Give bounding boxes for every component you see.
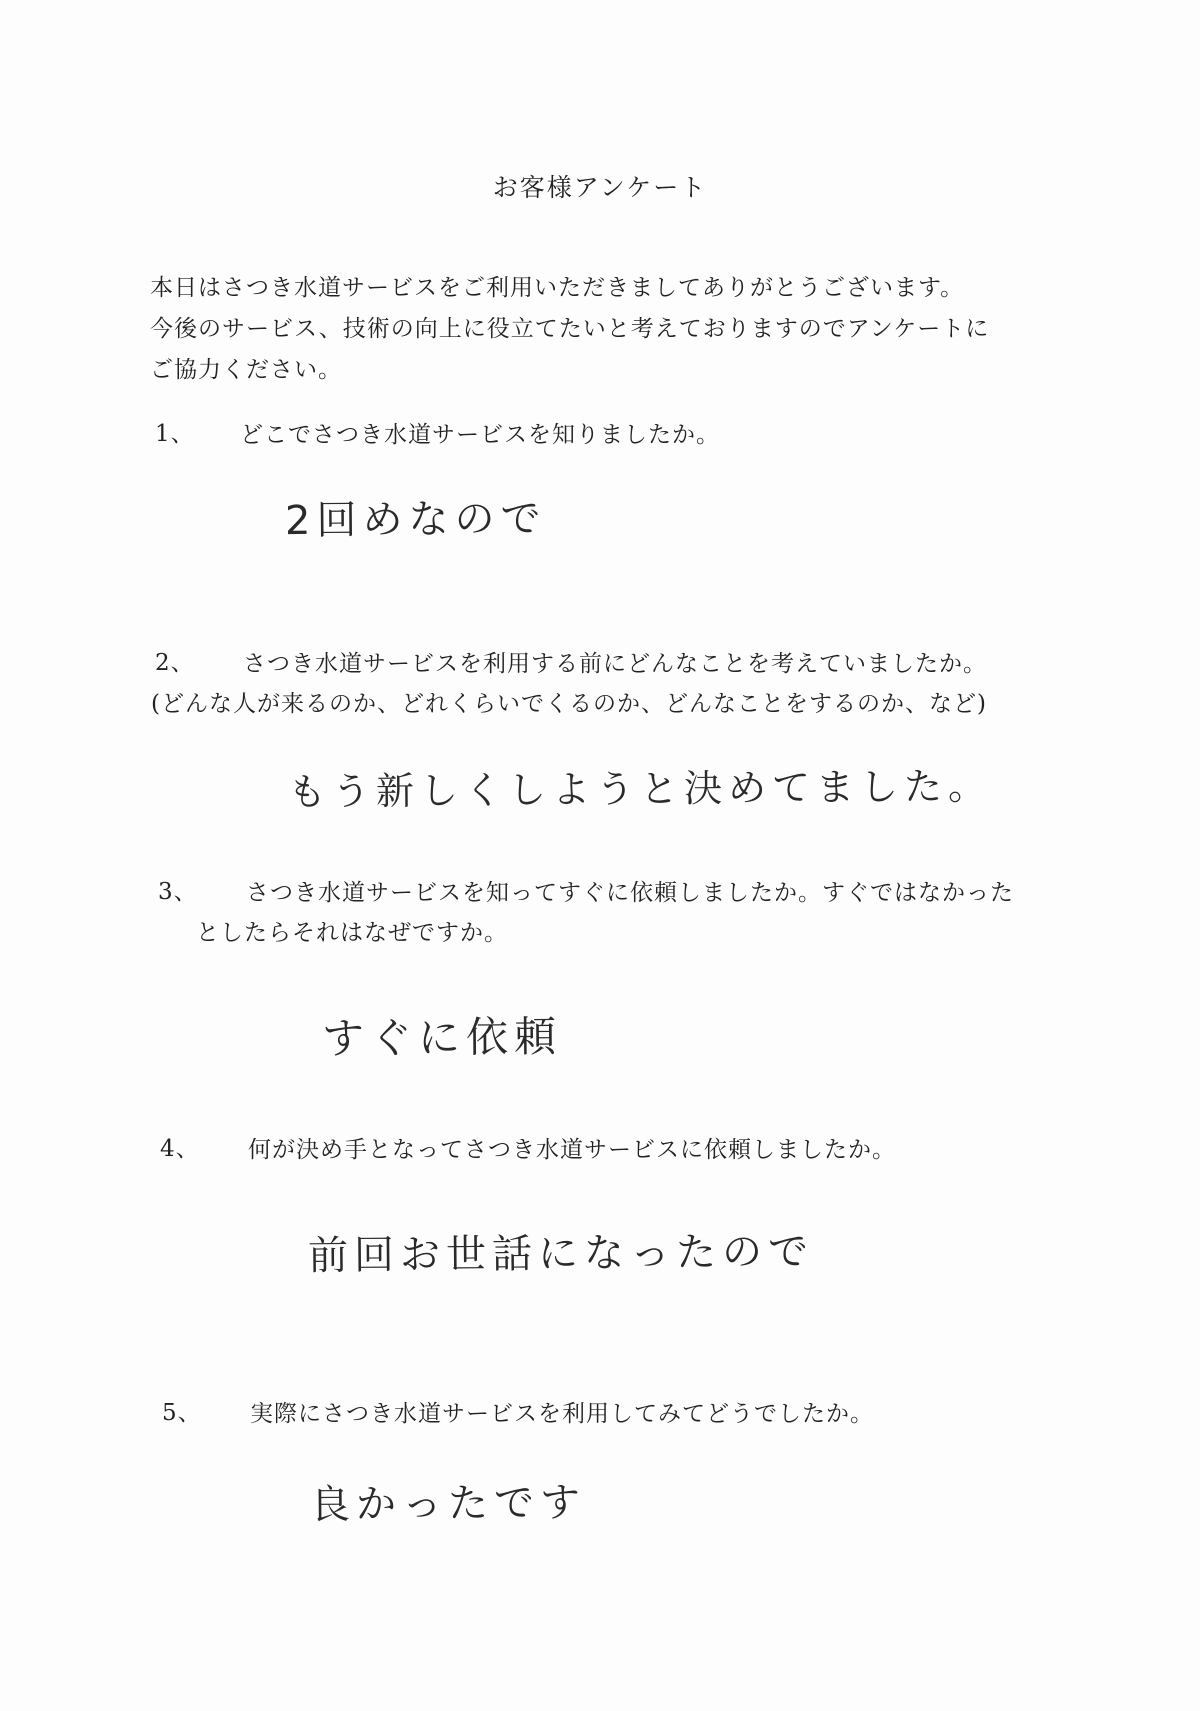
question-number: 1、 xyxy=(155,421,195,447)
intro-line: 今後のサービス、技術の向上に役立てたいと考えておりますのでアンケートに xyxy=(150,316,990,342)
answer-3-handwritten: すぐに依頼 xyxy=(321,1011,563,1064)
question-text xyxy=(243,644,987,684)
question-text xyxy=(151,684,987,724)
survey-intro xyxy=(150,268,1080,391)
answer-1-handwritten: 2回めなので xyxy=(284,495,547,545)
question-line: 何が決め手となってさつき水道サービスに依頼しましたか。 xyxy=(248,1137,896,1163)
question-line: としたらそれはなぜですか。 xyxy=(196,920,508,946)
question-text xyxy=(240,415,720,455)
question-text xyxy=(196,913,508,953)
question-line: (どんな人が来るのか、どれくらいでくるのか、どんなことをするのか、など) xyxy=(151,691,987,717)
question-number: 5、 xyxy=(162,1400,202,1426)
answer-4-handwritten: 前回お世話になったので xyxy=(307,1228,815,1280)
question-text xyxy=(246,873,1014,913)
question-text xyxy=(248,1130,896,1170)
intro-line: 本日はさつき水道サービスをご利用いただきましてありがとうございます。 xyxy=(150,275,965,301)
survey-title: お客様アンケート xyxy=(492,173,708,202)
question-line: さつき水道サービスを利用する前にどんなことを考えていましたか。 xyxy=(243,651,987,677)
question-number: 4、 xyxy=(160,1136,200,1162)
answer-2-handwritten: もう新しくしようと決めてました。 xyxy=(287,763,993,815)
question-line: さつき水道サービスを知ってすぐに依頼しましたか。すぐではなかった xyxy=(246,880,1014,906)
question-number: 3、 xyxy=(158,879,198,905)
question-line: 実際にさつき水道サービスを利用してみてどうでしたか。 xyxy=(250,1401,874,1427)
answer-5-handwritten: 良かったです xyxy=(309,1479,587,1529)
intro-line: ご協力ください。 xyxy=(150,357,342,383)
question-text xyxy=(250,1394,874,1434)
question-number: 2、 xyxy=(155,650,195,676)
question-line: どこでさつき水道サービスを知りましたか。 xyxy=(240,422,720,448)
